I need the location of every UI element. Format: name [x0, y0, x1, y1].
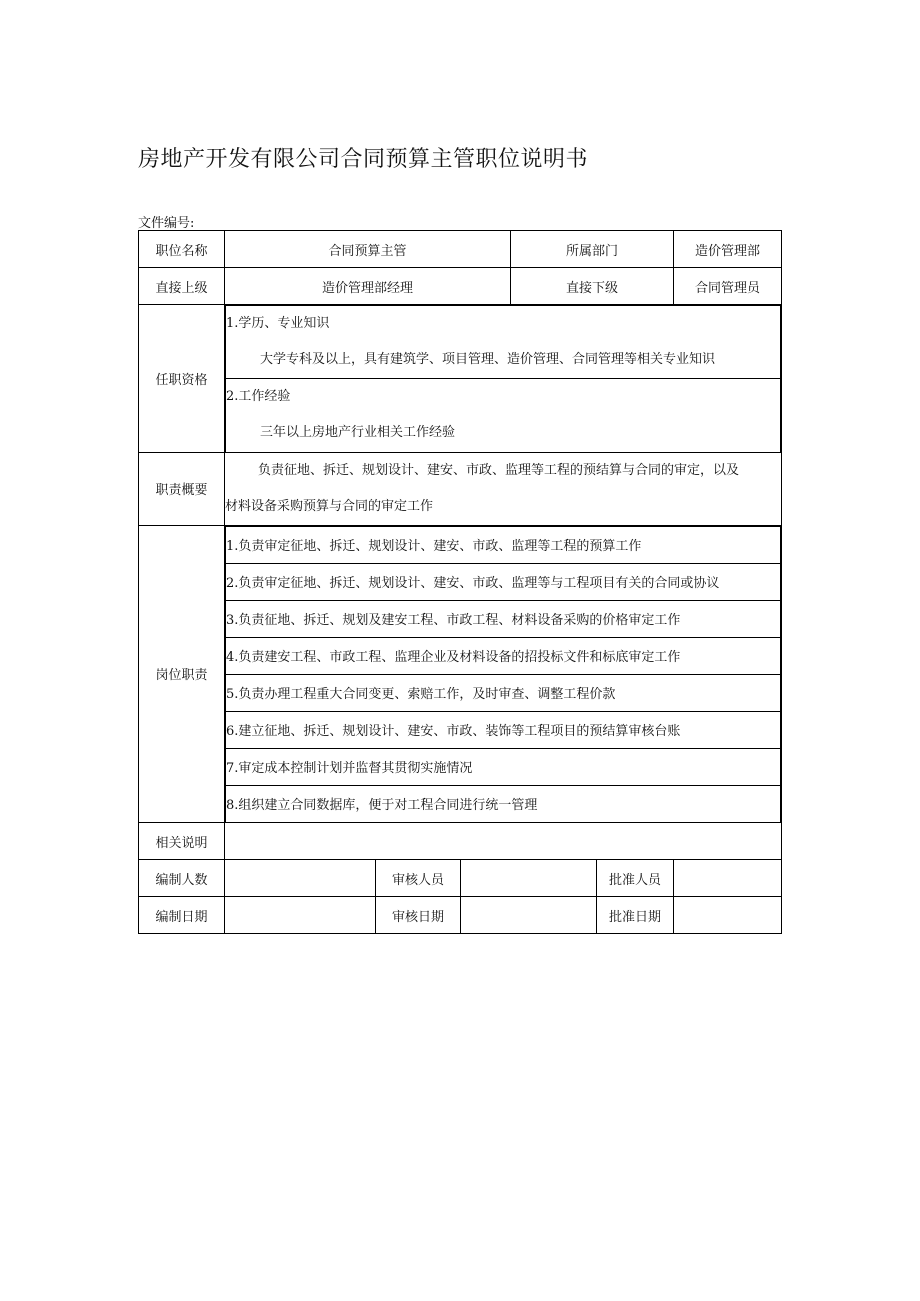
- notes-label: 相关说明: [139, 823, 225, 860]
- position-name-value: 合同预算主管: [225, 231, 511, 268]
- review-date-value: [461, 897, 597, 934]
- qualification-detail: 三年以上房地产行业相关工作经验: [260, 425, 456, 441]
- job-description-table: [138, 230, 782, 934]
- summary-label: 职责概要: [139, 452, 225, 525]
- duties-label: 岗位职责: [139, 525, 225, 823]
- prepared-by-value: [225, 860, 376, 897]
- reviewer-label: 审核人员: [376, 860, 461, 897]
- duty-item: 2.负责审定征地、拆迁、规划设计、建安、市政、监理等与工程项目有关的合同或协议: [226, 563, 781, 600]
- notes-value: [225, 823, 782, 860]
- duty-item: 7.审定成本控制计划并监督其贯彻实施情况: [226, 748, 781, 785]
- approve-date-label: 批准日期: [597, 897, 674, 934]
- qualification-heading: 2.工作经验: [226, 389, 291, 405]
- prepared-date-value: [225, 897, 376, 934]
- duty-item: 8.组织建立合同数据库，便于对工程合同进行统一管理: [226, 785, 781, 822]
- page-title: 房地产开发有限公司合同预算主管职位说明书: [138, 147, 589, 172]
- summary-text: [225, 452, 782, 525]
- duty-item: 3.负责征地、拆迁、规划及建安工程、市政工程、材料设备采购的价格审定工作: [226, 600, 781, 637]
- doc-number-label: 文件编号:: [138, 216, 195, 231]
- prepared-by-label: 编制人数: [139, 860, 225, 897]
- summary-line: 材料设备采购预算与合同的审定工作: [225, 498, 434, 514]
- qualifications-label: 任职资格: [139, 305, 225, 453]
- duty-item: 1.负责审定征地、拆迁、规划设计、建安、市政、监理等工程的预算工作: [226, 526, 781, 563]
- reviewer-value: [461, 860, 597, 897]
- subordinate-value: 合同管理员: [674, 268, 782, 305]
- duties-section: [225, 525, 782, 823]
- duty-item: 4.负责建安工程、市政工程、监理企业及材料设备的招投标文件和标底审定工作: [226, 637, 781, 674]
- prepared-date-label: 编制日期: [139, 897, 225, 934]
- approver-label: 批准人员: [597, 860, 674, 897]
- department-value: 造价管理部: [674, 231, 782, 268]
- subordinate-label: 直接下级: [511, 268, 674, 305]
- department-label: 所属部门: [511, 231, 674, 268]
- superior-value: 造价管理部经理: [225, 268, 511, 305]
- summary-line: 负责征地、拆迁、规划设计、建安、市政、监理等工程的预结算与合同的审定，以及: [258, 462, 740, 478]
- qualifications-section: [225, 305, 782, 453]
- review-date-label: 审核日期: [376, 897, 461, 934]
- qualification-heading: 1.学历、专业知识: [226, 316, 330, 331]
- superior-label: 直接上级: [139, 268, 225, 305]
- approver-value: [674, 860, 782, 897]
- qualification-detail: 大学专科及以上，具有建筑学、项目管理、造价管理、合同管理等相关专业知识: [260, 352, 716, 367]
- duty-item: 5.负责办理工程重大合同变更、索赔工作，及时审查、调整工程价款: [226, 674, 781, 711]
- approve-date-value: [674, 897, 782, 934]
- duty-item: 6.建立征地、拆迁、规划设计、建安、市政、装饰等工程项目的预结算审核台账: [226, 711, 781, 748]
- position-name-label: 职位名称: [139, 231, 225, 268]
